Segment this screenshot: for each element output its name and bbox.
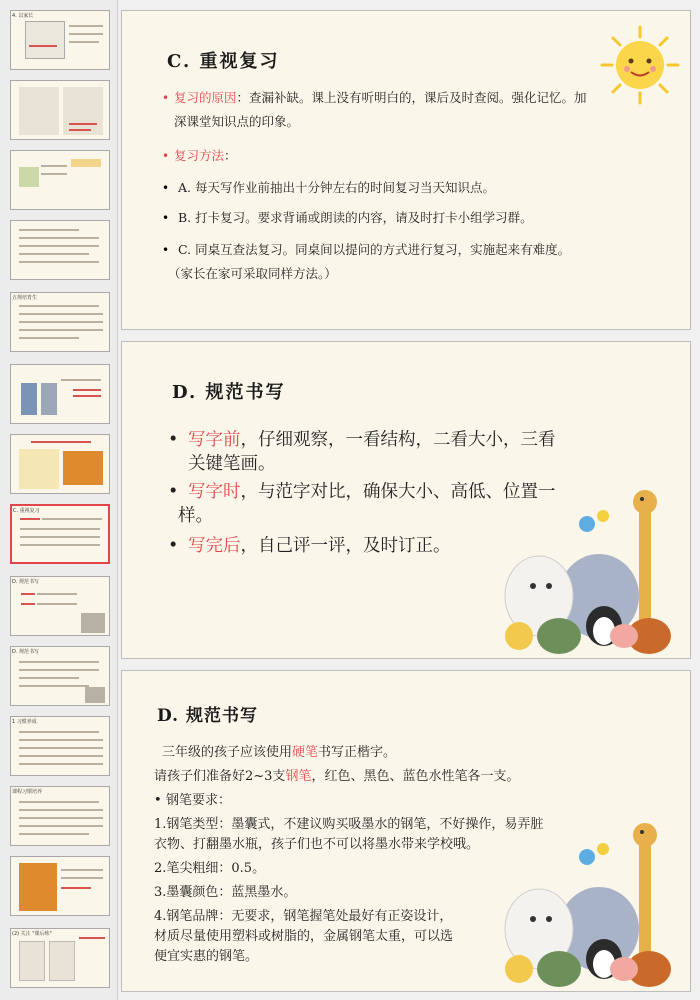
slide-title: C. 重视复习 bbox=[167, 51, 280, 72]
bullet-dot: • bbox=[168, 430, 179, 450]
slide-thumb-9[interactable] bbox=[10, 576, 110, 636]
bullet-dot: • bbox=[162, 91, 170, 105]
bullet-dot: • bbox=[168, 536, 179, 556]
review-method bbox=[174, 147, 237, 165]
slide-thumb-12[interactable] bbox=[10, 786, 110, 846]
bullet-dot: • bbox=[162, 181, 170, 195]
slide-thumb-2[interactable] bbox=[10, 80, 110, 140]
pen-req-item: 3.墨囊颜色：蓝黑墨水。 bbox=[154, 885, 297, 900]
cartoon-animals-illustration bbox=[499, 819, 684, 989]
slide-thumb-7[interactable] bbox=[10, 434, 110, 494]
method-note: （家长在家可采取同样方法。） bbox=[168, 266, 337, 281]
pen-intro-line2 bbox=[154, 767, 519, 787]
cartoon-animals-illustration bbox=[499, 486, 684, 656]
thumb-caption: 4. 以家长 bbox=[12, 13, 34, 19]
reason-label: 复习的原因 bbox=[174, 90, 237, 105]
pen-req-item: 4.钢笔品牌：无要求，钢笔握笔处最好有正姿设计， bbox=[154, 909, 453, 924]
pen-req-item: 1.钢笔类型：墨囊式，不建议购买吸墨水的钢笔，不好操作，易弄脏 bbox=[154, 817, 544, 832]
slide-title: D. 规范书写 bbox=[172, 382, 286, 403]
thumb-caption: 1 习惯养成 bbox=[12, 719, 37, 725]
reason-text: ：查漏补缺。课上没有听明白的，课后及时查阅。强化记忆。加 bbox=[236, 90, 587, 105]
method-item: B. 打卡复习。要求背诵或朗读的内容，请及时打卡小组学习群。 bbox=[178, 210, 533, 225]
slide-thumb-6[interactable] bbox=[10, 364, 110, 424]
pen-req-item-cont: 便宜实惠的钢笔。 bbox=[154, 949, 259, 964]
highlight: 钢笔 bbox=[285, 769, 312, 784]
pen-req-item-cont: 材质尽量使用塑料或树脂的，金属钢笔太重，可以选 bbox=[154, 929, 454, 944]
method-label: 复习方法 bbox=[174, 148, 225, 163]
reason-text-line2: 深课堂知识点的印象。 bbox=[174, 114, 300, 129]
step-label: 写字前 bbox=[188, 430, 241, 450]
slide-thumb-10[interactable] bbox=[10, 646, 110, 706]
pen-req-item-cont: 衣物、打翻墨水瓶，孩子们也不可以将墨水带来学校哦。 bbox=[154, 837, 480, 852]
slide-thumb-5[interactable] bbox=[10, 292, 110, 352]
bullet-dot: • bbox=[154, 793, 162, 808]
slide-thumb-13[interactable] bbox=[10, 856, 110, 916]
thumb-caption: D. 规范书写 bbox=[12, 579, 40, 585]
step-label: 写完后 bbox=[188, 536, 241, 556]
step-label: 写字时 bbox=[188, 482, 241, 502]
bullet-dot: • bbox=[162, 243, 170, 257]
text: 三年级的孩子应该使用 bbox=[162, 745, 293, 760]
pen-intro-line1 bbox=[162, 743, 396, 763]
slide-thumb-4[interactable] bbox=[10, 220, 110, 280]
slide-thumb-11[interactable] bbox=[10, 716, 110, 776]
step-text: ，与范字对比，确保大小、高低、位置一 bbox=[240, 482, 556, 502]
slide-thumbnail-panel[interactable] bbox=[0, 0, 118, 1000]
method-colon: ： bbox=[224, 148, 237, 163]
slide-thumb-8-active[interactable] bbox=[10, 504, 110, 564]
text: 请孩子们准备好2~3支 bbox=[154, 769, 286, 784]
step-text: ，仔细观察，一看结构，二看大小，三看 bbox=[240, 430, 556, 450]
step-text-line2: 样。 bbox=[178, 506, 213, 526]
slide-writing-steps[interactable] bbox=[121, 341, 691, 659]
step-text-line2: 关键笔画。 bbox=[188, 454, 276, 474]
review-reason bbox=[174, 89, 664, 107]
highlight: 硬笔 bbox=[292, 745, 319, 760]
slide-pen-requirements[interactable] bbox=[121, 670, 691, 992]
thumb-caption: 课程习惯培养 bbox=[12, 789, 43, 795]
thumb-caption: C. 重视复习 bbox=[13, 508, 40, 514]
pen-requirements-heading: 钢笔要求： bbox=[166, 793, 232, 808]
bullet-dot: • bbox=[162, 149, 170, 163]
thumb-caption: D. 规范书写 bbox=[12, 649, 40, 655]
step-text: ，自己评一评，及时订正。 bbox=[240, 536, 451, 556]
slide-review[interactable] bbox=[121, 10, 691, 330]
method-item: A. 每天写作业前抽出十分钟左右的时间复习当天知识点。 bbox=[178, 180, 495, 195]
thumb-caption: 五规培育生 bbox=[12, 295, 38, 301]
bullet-dot: • bbox=[168, 482, 179, 502]
text: 书写正楷字。 bbox=[318, 745, 397, 760]
slide-title: D. 规范书写 bbox=[157, 706, 258, 726]
slide-thumb-14[interactable] bbox=[10, 928, 110, 988]
slide-thumb-3[interactable] bbox=[10, 150, 110, 210]
writing-step bbox=[188, 428, 588, 476]
pen-req-item: 2.笔尖粗细：0.5。 bbox=[154, 861, 266, 876]
thumb-caption: (2) 关注 "课后练" bbox=[12, 931, 52, 937]
bullet-dot: • bbox=[162, 211, 170, 225]
method-item: C. 同桌互查法复习。同桌间以提问的方式进行复习，实施起来有难度。 bbox=[178, 242, 571, 257]
slide-thumb-1[interactable] bbox=[10, 10, 110, 70]
text: ，红色、黑色、蓝色水性笔各一支。 bbox=[311, 769, 520, 784]
